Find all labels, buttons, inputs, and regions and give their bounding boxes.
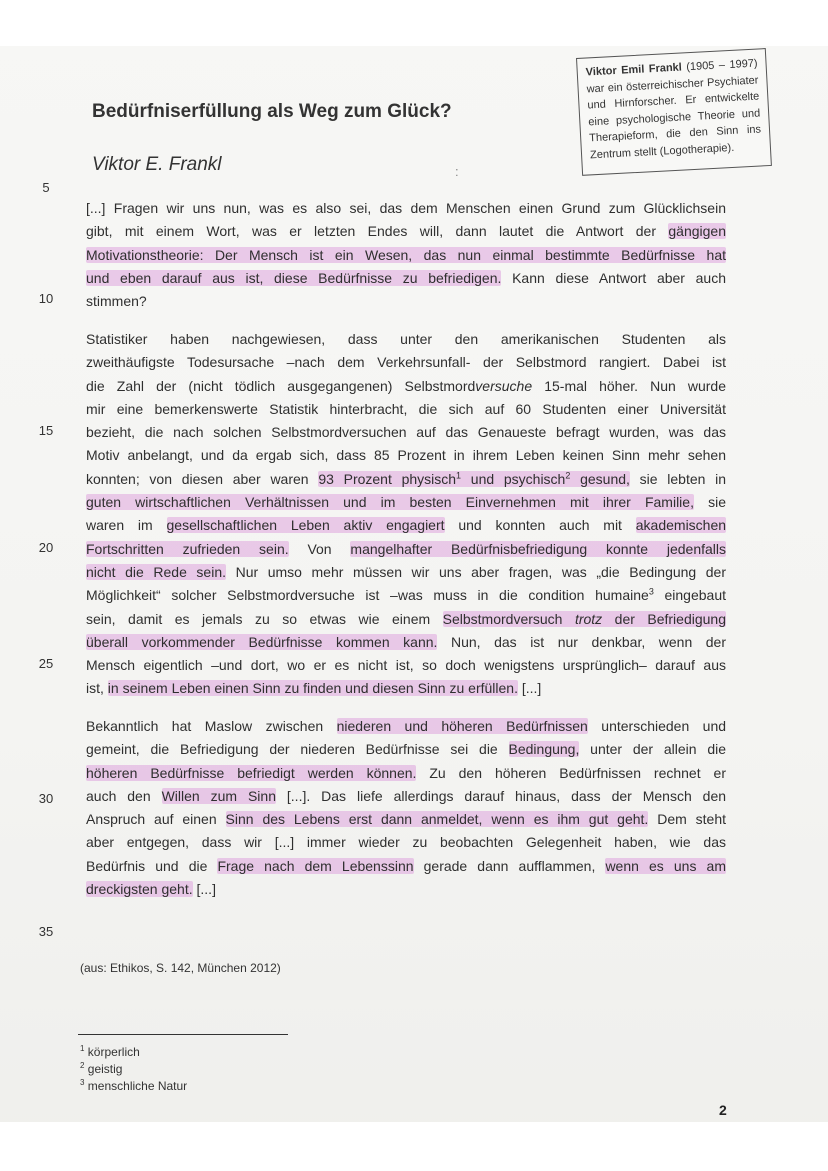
text-line: dreckigsten geht. [...] xyxy=(86,881,216,898)
text-line: bezieht, die nach solchen Selbstmordversuchen auf das Genaueste befragt wurden, was das xyxy=(86,424,726,441)
highlight: gesellschaftlichen Leben aktiv engagiert xyxy=(166,517,445,534)
text-line: ist, in seinem Leben einen Sinn zu finden und diesen Sinn zu erfüllen. [...] xyxy=(86,680,542,697)
text-line: überall vorkommender Bedürfnisse kommen kann. Nun, das ist nur denkbar, wenn der xyxy=(86,633,727,650)
highlight: Sinn des Lebens erst dann anmeldet, wenn es ihm gut geht. xyxy=(225,811,649,828)
text-line: auch den Willen zum Sinn [...]. Das liefe allerdings darauf hinaus, dass der Mensch den xyxy=(86,787,727,804)
line-number-20: 20 xyxy=(38,540,54,555)
text-line xyxy=(86,244,726,267)
document-author: Viktor E. Frankl xyxy=(92,154,222,175)
text-line: Mensch eigentlich –und dort, wo er es nicht ist, so doch wenigstens ursprünglich– darauf aus xyxy=(86,657,726,674)
highlight: gängigen xyxy=(668,223,726,240)
line-number-10: 10 xyxy=(38,291,54,306)
highlight: in seinem Leben einen Sinn zu finden und diesen Sinn zu erfüllen. xyxy=(107,680,518,697)
text-line: gibt, mit einem Wort, was er letzten Endes will, dann lautet die Antwort der gängigen xyxy=(86,223,726,240)
highlight: dreckigsten geht. xyxy=(86,881,193,898)
highlight: guten wirtschaftlichen Verhältnissen und im besten Einvernehmen mit ihrer Familie, xyxy=(86,494,694,511)
text-line: Motiv anbelangt, und da ergab sich, dass 85 Prozent in ihrem Leben keinen Sinn mehr sehen xyxy=(86,447,726,464)
footnote-1: $^1$ körperlich xyxy=(80,1044,140,1059)
line-number-35: 35 xyxy=(38,924,54,939)
line-number-25: 25 xyxy=(38,656,54,671)
text-line: mir eine bemerkenswerte Statistik hinterbracht, die sich auf 60 Studenten einer Universität xyxy=(86,400,726,417)
footnote-2: $^2$ geistig xyxy=(80,1061,123,1076)
text-line: guten wirtschaftlichen Verhältnissen und im besten Einvernehmen mit ihrer Familie, sie xyxy=(86,494,726,511)
text-line: zweithäufigste Todesursache –nach dem Verkehrsunfall- der Selbstmord rangiert. Dabei ist xyxy=(86,354,726,371)
background-top xyxy=(0,0,828,46)
footnote-3: $^3$ menschliche Natur xyxy=(80,1078,188,1093)
text-line: Fortschritten zufrieden sein. Von mangelhafter Bedürfnisbefriedigung konnte jedenfalls xyxy=(86,540,727,557)
highlight: akademischen xyxy=(635,517,727,534)
highlight: Selbstmordversuch trotz der Befriedigung xyxy=(442,610,726,627)
highlight: höheren Bedürfnisse befriedigt werden können. xyxy=(86,764,417,781)
line-number-15: 15 xyxy=(38,423,54,438)
paragraph-1 xyxy=(86,197,726,313)
text-line: Bekanntlich hat Maslow zwischen niederen und höheren Bedürfnissen unterschieden und xyxy=(86,718,727,734)
highlight: mangelhafter Bedürfnisbefriedigung konnte jedenfalls xyxy=(350,540,727,557)
highlight: 93 Prozent physisch$^1$ und psychisch$^2$ gesund, xyxy=(318,470,630,487)
highlight: und eben darauf aus ist, diese Bedürfnisse zu befriedigen. xyxy=(86,269,502,286)
highlight: Fortschritten zufrieden sein. xyxy=(86,540,289,557)
text-line: sein, damit es jemals zu so etwas wie einem Selbstmordversuch trotz der Befriedigung xyxy=(86,610,726,627)
highlight: Motivationstheorie: Der Mensch ist ein Wesen, das nun einmal bestimmte Bedürfnisse hat xyxy=(86,246,726,263)
highlight: Frage nach dem Lebenssinn xyxy=(217,857,414,874)
stray-mark: : xyxy=(455,164,459,179)
text-line: Bedürfnis und die Frage nach dem Lebenssinn gerade dann aufflammen, wenn es uns am xyxy=(86,857,726,874)
document-title: Bedürfniserfüllung als Weg zum Glück? xyxy=(92,101,452,122)
text-line: Möglichkeit“ solcher Selbstmordversuche ist –was muss in die condition humaine$^3$ eingebaut xyxy=(86,586,727,604)
highlight: wenn es uns am xyxy=(605,857,726,874)
paragraph-2 xyxy=(86,328,726,701)
text-line: stimmen? xyxy=(86,293,147,310)
text-line: [...] Fragen wir uns nun, was es also sei, das dem Menschen einen Grund zum Glücklichsein xyxy=(86,200,726,216)
page-number: 2 xyxy=(719,1102,727,1118)
background-bottom xyxy=(0,1122,828,1171)
paragraph-3 xyxy=(86,715,726,901)
source-citation: (aus: Ethikos, S. 142, München 2012) xyxy=(80,961,281,975)
bio-text: war ein österreichischer Psychiater und Hirnforscher. Er entwickelte eine psychologische Theorie und Therapieform, die den Sinn ins Zentrum stellt (Logotherapie). xyxy=(586,73,762,161)
author-bio-box xyxy=(576,48,772,176)
text-line: und eben darauf aus ist, diese Bedürfnisse zu befriedigen. Kann diese Antwort aber auch xyxy=(86,269,727,286)
footnote-divider xyxy=(78,1034,288,1035)
highlight: überall vorkommender Bedürfnisse kommen kann. xyxy=(86,633,438,650)
text-line: waren im gesellschaftlichen Leben aktiv engagiert und konnten auch mit akademischen xyxy=(86,517,727,534)
highlight: Willen zum Sinn xyxy=(161,787,276,804)
text-line: konnten; von diesen aber waren 93 Prozent physisch$^1$ und psychisch$^2$ gesund, sie lebten in xyxy=(86,470,727,487)
text-line: die Zahl der (nicht tödlich ausgegangenen) Selbstmordversuche 15-mal höher. Nun wurde xyxy=(86,377,726,394)
text-line: höheren Bedürfnisse befriedigt werden können. Zu den höheren Bedürfnissen rechnet er xyxy=(86,764,727,781)
text-line: Anspruch auf einen Sinn des Lebens erst dann anmeldet, wenn es ihm gut geht. Dem steht xyxy=(86,811,726,828)
highlight: nicht die Rede sein. xyxy=(86,563,226,580)
highlight: Bedingung, xyxy=(508,741,580,758)
text-line: gemeint, die Befriedigung der niederen Bedürfnisse sei die Bedingung, unter der allein die xyxy=(86,741,727,758)
text-line: Statistiker haben nachgewiesen, dass unter den amerikanischen Studenten als xyxy=(86,331,726,347)
line-number-5: 5 xyxy=(42,180,50,195)
text-line: aber entgegen, dass wir [...] immer wieder zu beobachten Gelegenheit haben, wie das xyxy=(86,834,726,851)
highlight: niederen und höheren Bedürfnissen xyxy=(336,718,588,734)
line-number-30: 30 xyxy=(38,791,54,806)
text-line: nicht die Rede sein. Nur umso mehr müssen wir uns aber fragen, was „die Bedingung der xyxy=(86,563,727,580)
bio-years: (1905 – 1997) xyxy=(685,57,758,74)
bio-name: Viktor Emil Frankl xyxy=(585,61,683,79)
